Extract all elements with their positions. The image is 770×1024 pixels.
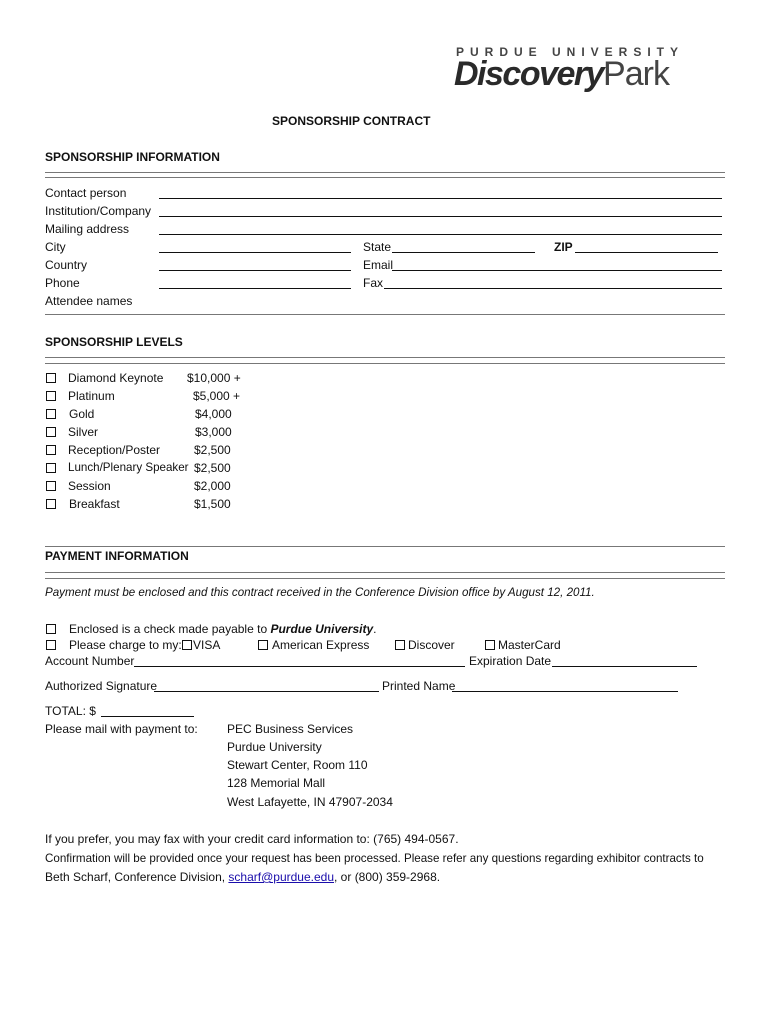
level-name: Gold <box>69 407 95 421</box>
mastercard-checkbox[interactable] <box>485 638 495 652</box>
country-field[interactable] <box>159 270 351 271</box>
fax-label: Fax <box>363 276 384 290</box>
account-number-label: Account Number <box>45 654 135 668</box>
contact-line <box>45 870 440 884</box>
zip-label: ZIP <box>554 240 573 254</box>
contact-suffix: , or (800) 359-2968. <box>334 870 441 884</box>
logo-brand-suffix: Park <box>603 55 669 93</box>
level-price: $3,000 <box>195 425 232 439</box>
level-checkbox-breakfast[interactable] <box>46 497 56 511</box>
level-checkbox-silver[interactable] <box>46 425 56 439</box>
section-heading-sponsorship-levels: SPONSORSHIP LEVELS <box>45 335 183 349</box>
divider <box>45 363 725 364</box>
mailing-address-line: Stewart Center, Room 110 <box>227 758 368 772</box>
divider <box>45 572 725 573</box>
amex-label: American Express <box>272 638 370 652</box>
printed-name-field[interactable] <box>452 691 678 692</box>
discover-checkbox[interactable] <box>395 638 405 652</box>
divider <box>45 578 725 579</box>
contact-prefix: Beth Scharf, Conference Division, <box>45 870 229 884</box>
institution-field[interactable] <box>159 216 722 217</box>
mail-label: Please mail with payment to: <box>45 722 198 736</box>
level-name: Diamond Keynote <box>68 371 164 385</box>
enclosed-prefix: Enclosed is a check made payable to <box>69 622 271 636</box>
mailing-address-line: 128 Memorial Mall <box>227 776 326 790</box>
level-checkbox-session[interactable] <box>46 479 56 493</box>
mailing-address-label: Mailing address <box>45 222 130 236</box>
charge-card-checkbox[interactable] <box>46 638 56 652</box>
attendee-names-label: Attendee names <box>45 294 133 308</box>
mailing-address-line: Purdue University <box>227 740 322 754</box>
mailing-address-field[interactable] <box>159 234 722 235</box>
level-price: $4,000 <box>195 407 232 421</box>
amex-checkbox[interactable] <box>258 638 268 652</box>
state-field[interactable] <box>392 252 535 253</box>
authorized-signature-field[interactable] <box>154 691 379 692</box>
level-price: $5,000 + <box>193 389 241 403</box>
page-title: SPONSORSHIP CONTRACT <box>272 114 431 128</box>
total-label: TOTAL: $ <box>45 704 96 718</box>
level-checkbox-platinum[interactable] <box>46 389 56 403</box>
payment-notice: Payment must be enclosed and this contract received in the Conference Division office by August 12, 2011. <box>45 586 595 599</box>
state-label: State <box>363 240 392 254</box>
level-name: Reception/Poster <box>68 443 161 457</box>
email-label: Email <box>363 258 394 272</box>
level-name: Lunch/Plenary Speaker <box>68 461 189 474</box>
level-name: Platinum <box>68 389 115 403</box>
level-name: Silver <box>68 425 99 439</box>
city-field[interactable] <box>159 252 351 253</box>
charge-label: Please charge to my: <box>69 638 182 652</box>
contact-person-field[interactable] <box>159 198 722 199</box>
level-checkbox-reception[interactable] <box>46 443 56 457</box>
divider <box>45 172 725 173</box>
level-price: $2,000 <box>194 479 231 493</box>
divider <box>45 357 725 358</box>
divider <box>45 314 725 315</box>
divider <box>45 177 725 178</box>
level-name: Session <box>68 479 111 493</box>
authorized-signature-label: Authorized Signature <box>45 679 158 693</box>
logo-brand: Discovery <box>454 55 604 93</box>
fax-instructions: If you prefer, you may fax with your credit card information to: (765) 494-0567. <box>45 832 459 846</box>
mailing-address-line: PEC Business Services <box>227 722 354 736</box>
contact-person-label: Contact person <box>45 186 127 200</box>
level-price: $1,500 <box>194 497 231 511</box>
enclosed-check-checkbox[interactable] <box>46 622 56 636</box>
email-field[interactable] <box>392 270 722 271</box>
visa-checkbox[interactable] <box>182 638 192 652</box>
level-price: $2,500 <box>194 443 231 457</box>
divider <box>45 546 725 547</box>
level-checkbox-diamond[interactable] <box>46 371 56 385</box>
account-number-field[interactable] <box>134 666 465 667</box>
phone-label: Phone <box>45 276 80 290</box>
confirmation-text: Confirmation will be provided once your request has been processed. Please refer any questions regarding exhibitor contracts to <box>45 852 704 865</box>
mailing-address-line: West Lafayette, IN 47907-2034 <box>227 795 393 809</box>
institution-label: Institution/Company <box>45 204 152 218</box>
section-heading-payment: PAYMENT INFORMATION <box>45 549 189 563</box>
section-heading-sponsorship-info: SPONSORSHIP INFORMATION <box>45 150 220 164</box>
zip-field[interactable] <box>575 252 718 253</box>
total-field[interactable] <box>101 716 194 717</box>
city-label: City <box>45 240 66 254</box>
level-name: Breakfast <box>69 497 120 511</box>
discovery-park-logo <box>454 55 669 94</box>
enclosed-suffix: . <box>373 622 377 636</box>
logo-university-text: PURDUE UNIVERSITY <box>456 45 685 59</box>
fax-field[interactable] <box>384 288 722 289</box>
email-link[interactable]: scharf@purdue.edu <box>228 870 335 884</box>
discover-label: Discover <box>408 638 455 652</box>
printed-name-label: Printed Name <box>382 679 456 693</box>
expiration-date-field[interactable] <box>552 666 697 667</box>
phone-field[interactable] <box>159 288 351 289</box>
enclosed-payee: Purdue University <box>270 622 374 636</box>
country-label: Country <box>45 258 88 272</box>
level-checkbox-lunch[interactable] <box>46 461 56 475</box>
expiration-date-label: Expiration Date <box>469 654 552 668</box>
mastercard-label: MasterCard <box>498 638 561 652</box>
level-price: $10,000 + <box>187 371 241 385</box>
level-price: $2,500 <box>194 461 231 475</box>
enclosed-check-text <box>69 622 377 636</box>
level-checkbox-gold[interactable] <box>46 407 56 421</box>
visa-label: VISA <box>193 638 221 652</box>
